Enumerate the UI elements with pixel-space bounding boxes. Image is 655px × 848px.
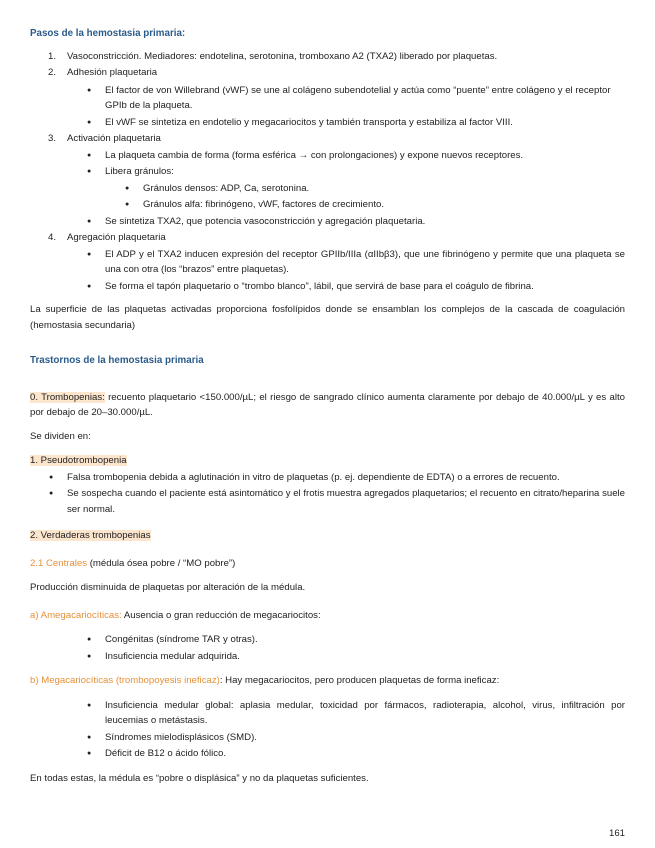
step-number: 1.: [48, 50, 57, 62]
list-item: ● Libera gránulos:: [30, 164, 625, 180]
section-heading-pasos: Pasos de la hemostasia primaria:: [30, 28, 186, 39]
paragraph-text: (médula ósea pobre / “MO pobre”): [87, 557, 236, 569]
list-item: ● Insuficiencia medular adquirida.: [30, 649, 625, 665]
step-text: Activación plaquetaria: [67, 133, 161, 144]
bullet-list: [30, 470, 625, 518]
page-number: 161: [608, 828, 625, 839]
list-item: ● Congénitas (síndrome TAR y otras).: [30, 632, 625, 648]
step-text: Vasoconstricción. Mediadores: endotelina, serotonina, tromboxano A2 (TXA2) liberado por plaquetas.: [67, 50, 498, 62]
list-item: ● Se sospecha cuando el paciente está asintomático y el frotis muestra agregados plaquetarios; el recuento en citrato/heparina suele ser normal.: [30, 486, 625, 517]
list-item: ● El factor de von Willebrand (vWF) se une al colágeno subendotelial y actúa como “puente” entre colágeno y el receptor GPIb de la plaqueta.: [30, 83, 625, 114]
list-item: ● Déficit de B12 o ácido fólico.: [30, 746, 625, 762]
section-heading-trastornos: Trastornos de la hemostasia primaria: [30, 355, 204, 366]
list-item: ● Gránulos alfa: fibrinógeno, vWF, factores de crecimiento.: [30, 197, 625, 213]
bullet-list: [30, 632, 625, 664]
paragraph: Producción disminuida de plaquetas por alteración de la médula.: [30, 582, 306, 593]
list-item: ● La plaqueta cambia de forma (forma esférica → con prolongaciones) y expone nuevos receptores.: [30, 148, 625, 164]
steps-list: [30, 49, 625, 81]
list-item: ● Se forma el tapón plaquetario o “trombo blanco”, lábil, que servirá de base para el coágulo de fibrina.: [30, 279, 625, 295]
sub-bullet-list: [30, 181, 625, 213]
paragraph: Se dividen en:: [30, 430, 91, 442]
paragraph-text: recuento plaquetario <150.000/µL; el riesgo de sangrado clínico aumenta claramente por debajo de 40.000/µL y es alto por debajo de 20–30.000/µL.: [30, 391, 625, 418]
highlight-label: 0. Trombopenias:: [30, 391, 105, 403]
steps-list: [30, 131, 625, 147]
subheading-pseudo: [30, 453, 625, 469]
bullet-list: [30, 247, 625, 295]
list-item: ● Insuficiencia medular global: aplasia medular, toxicidad por fármacos, radioterapia, alcohol, virus, infiltración por leucemias o metástasis.: [30, 698, 625, 729]
bullet-list: [30, 698, 625, 762]
paragraph: En todas estas, la médula es “pobre o displásica” y no da plaquetas suficientes.: [30, 772, 369, 784]
orange-label: a) Amegacariocíticas:: [30, 609, 122, 621]
step-1: [30, 49, 625, 65]
list-item: ● El vWF se sintetiza en endotelio y megacariocitos y también transporta y estabiliza al factor VIII.: [30, 115, 625, 131]
step-text: Agregación plaquetaria: [67, 232, 166, 243]
list-item: ● Síndromes mielodisplásicos (SMD).: [30, 730, 625, 746]
list-item: ● Se sintetiza TXA2, que potencia vasoconstricción y agregación plaquetaria.: [30, 214, 625, 230]
paragraph-amega: [30, 608, 625, 624]
bullet-list: [30, 83, 625, 131]
list-item: ● Falsa trombopenia debida a aglutinación in vitro de plaquetas (p. ej. dependiente de EDTA) o a errores de recuento.: [30, 470, 625, 486]
list-item: ● El ADP y el TXA2 inducen expresión del receptor GPIIb/IIIa (αIIbβ3), que une fibrinógeno y permite que una plaqueta se una con otra (los “brazos” entre plaquetas).: [30, 247, 625, 278]
subheading-verdaderas: [30, 528, 625, 544]
step-number: 2.: [48, 67, 57, 78]
paragraph: La superficie de las plaquetas activadas proporciona fosfolípidos donde se ensamblan los complejos de la cascada de coagulación (hemostasia secundaria): [30, 304, 625, 331]
step-text: Adhesión plaquetaria: [67, 67, 158, 78]
highlight-label: 2. Verdaderas trombopenias: [30, 530, 151, 541]
paragraph-centrales: [30, 556, 625, 572]
highlight-label: 1. Pseudotrombopenia: [30, 455, 127, 466]
paragraph-text: : Hay megacariocitos, pero producen plaquetas de forma ineficaz:: [219, 675, 500, 686]
step-number: 3.: [48, 133, 57, 144]
list-item: ● Gránulos densos: ADP, Ca, serotonina.: [30, 181, 625, 197]
document-page: [30, 26, 625, 786]
paragraph-trombopenias: [30, 390, 625, 421]
paragraph-mega: [30, 673, 625, 689]
step-number: 4.: [48, 232, 57, 243]
step-3: [30, 131, 625, 147]
orange-label: 2.1 Centrales: [30, 557, 88, 569]
bullet-list: [30, 148, 625, 180]
paragraph-text: Ausencia o gran reducción de megacariocitos:: [121, 609, 321, 621]
step-2: [30, 64, 625, 81]
steps-list: [30, 230, 625, 246]
orange-label: b) Megacariocíticas (trombopoyesis ineficaz): [30, 675, 220, 686]
bullet-list: [30, 214, 625, 230]
step-4: [30, 230, 625, 246]
